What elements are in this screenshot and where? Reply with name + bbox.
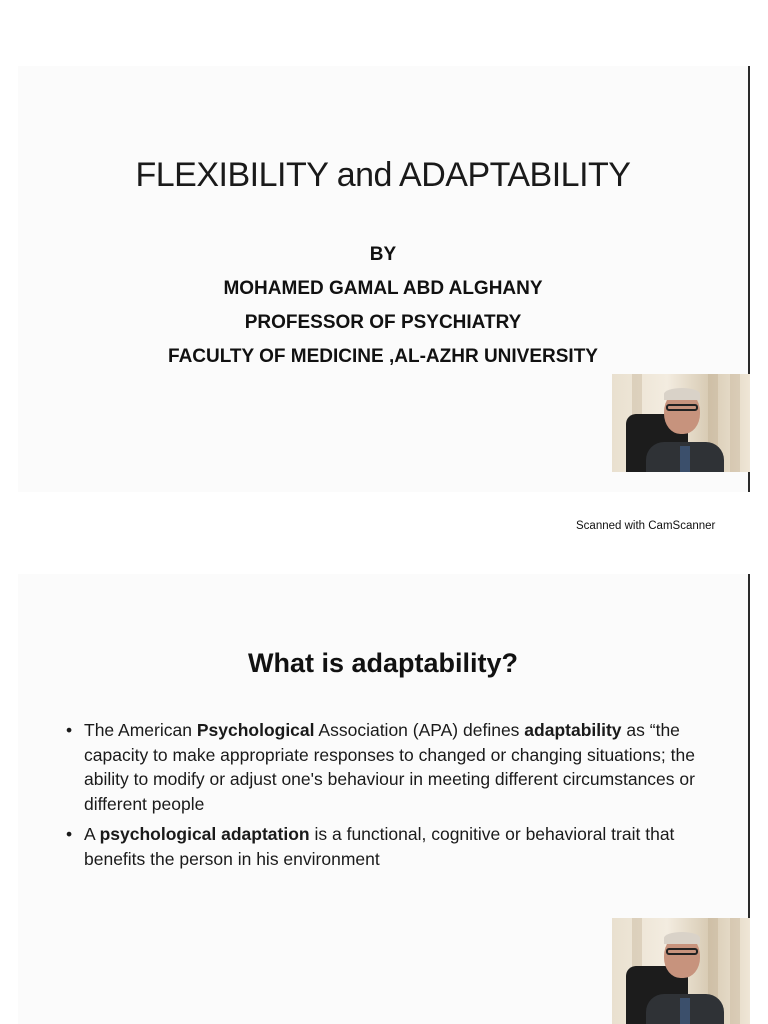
presenter-webcam-icon	[612, 918, 750, 1024]
bullet2-text-2: is a functional, cognitive or behavioral trait that benefits the person in his environment	[84, 824, 675, 869]
presenter-tie	[680, 446, 690, 472]
bullet1-text-1: The American	[84, 720, 197, 740]
bullet2-bold-term: psychological adaptation	[99, 824, 310, 844]
slide-2-title: What is adaptability?	[247, 648, 519, 678]
author-block	[18, 238, 748, 374]
slide-1	[18, 66, 750, 492]
bullet1-bold-adaptability: adaptability	[524, 720, 622, 740]
bullet-apa-definition	[64, 718, 704, 816]
bullet-list	[64, 718, 704, 877]
author-line-by: BY	[369, 244, 397, 265]
bullet1-bold-psychological: Psychological	[196, 720, 315, 740]
bullet1-text-2: Association (APA) defines	[314, 720, 525, 740]
slide-1-title: FLEXIBILITY and ADAPTABILITY	[135, 156, 631, 194]
author-line-position: PROFESSOR OF PSYCHIATRY	[244, 312, 522, 333]
presenter-hair	[664, 388, 700, 400]
bullet1-text-3: as “the capacity to make appropriate responses to changed or changing situations; the ability to modify or adjust one's behaviour in meeting different circumstances or different people	[84, 720, 695, 814]
presenter-glasses	[666, 948, 698, 955]
slide-2	[18, 574, 750, 1024]
bullet-psychological-adaptation	[64, 822, 704, 871]
author-line-affiliation: FACULTY OF MEDICINE ,AL-AZHR UNIVERSITY	[168, 346, 598, 367]
bullet2-text-1: A	[84, 824, 100, 844]
presenter-glasses	[666, 404, 698, 411]
author-line-name: MOHAMED GAMAL ABD ALGHANY	[223, 278, 543, 299]
camscanner-watermark: Scanned with CamScanner	[576, 520, 716, 532]
presenter-webcam-icon	[612, 374, 750, 472]
presenter-hair	[664, 932, 700, 944]
presenter-tie	[680, 998, 690, 1024]
